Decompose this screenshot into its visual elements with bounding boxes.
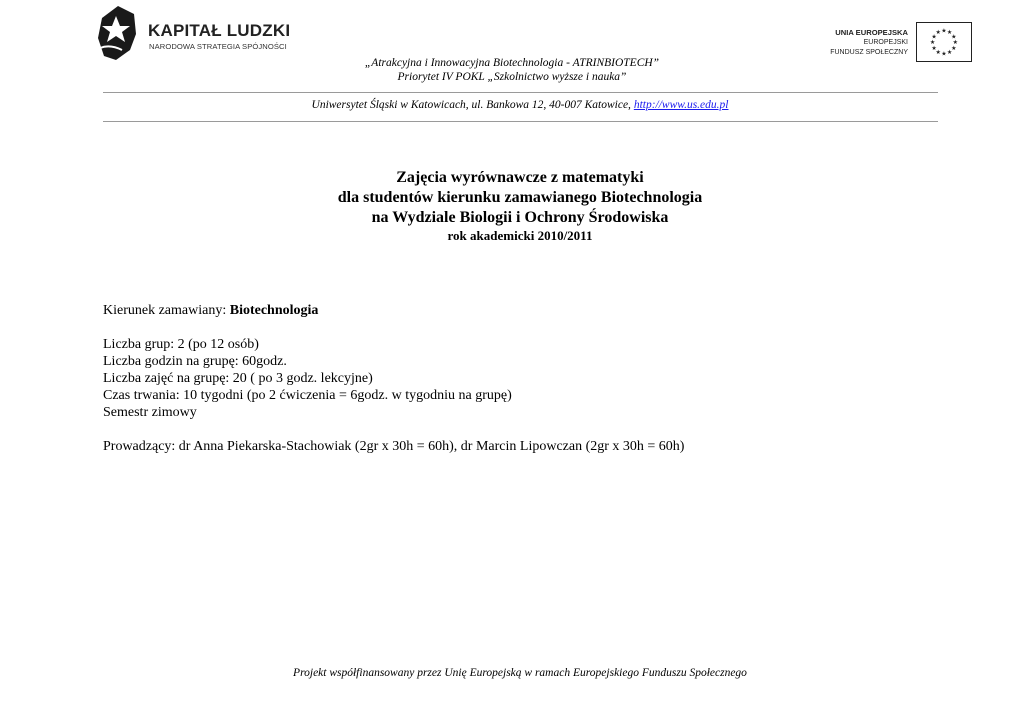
eu-star-icon: ★ (951, 34, 957, 41)
university-address (0, 99, 1024, 111)
title-line-3: na Wydziale Biologii i Ochrony Środowiska (371, 209, 669, 226)
semester-line: Semestr zimowy (103, 405, 197, 420)
direction-label: Kierunek zamawiany: (103, 303, 230, 318)
eu-star-icon: ★ (951, 45, 957, 52)
kapital-ludzki-title: KAPITAŁ LUDZKI (148, 21, 291, 40)
document-body (103, 302, 684, 455)
eu-star-icon: ★ (931, 45, 937, 52)
eu-logo-line1: UNIA EUROPEJSKA (835, 28, 908, 37)
kapital-ludzki-subtitle: NARODOWA STRATEGIA SPÓJNOŚCI (149, 42, 287, 51)
eu-star-icon: ★ (952, 40, 959, 47)
header-divider-bottom (103, 121, 938, 122)
eu-star-icon: ★ (929, 40, 936, 47)
eu-star-icon: ★ (946, 30, 953, 37)
title-line-2: dla studentów kierunku zamawianego Biotechnologia (337, 189, 703, 206)
hours-line: Liczba godzin na grupę: 60godz. (103, 354, 287, 369)
eu-star-icon: ★ (935, 49, 942, 56)
direction-line (103, 302, 684, 319)
eu-flag-icon (916, 22, 972, 62)
groups-line: Liczba grup: 2 (po 12 osób) (103, 337, 259, 352)
eu-star-icon: ★ (941, 28, 947, 35)
kapital-ludzki-star-icon (96, 4, 140, 62)
eu-star-icon: ★ (946, 49, 953, 56)
address-text: Uniwersytet Śląski w Katowicach, ul. Bankowa 12, 40-007 Katowice, (311, 99, 631, 111)
eu-star-icon: ★ (935, 30, 942, 37)
instructors-line: Prowadzący: dr Anna Piekarska-Stachowiak (2gr x 30h = 60h), dr Marcin Lipowczan (2gr x 30h = 60h) (103, 439, 685, 454)
document-title (0, 168, 1024, 244)
duration-line: Czas trwania: 10 tygodni (po 2 ćwiczenia = 6godz. w tygodniu na grupę) (103, 388, 512, 403)
eu-logo-line2: EUROPEJSKI (863, 39, 908, 46)
project-name: „Atrakcyjna i Innowacyjna Biotechnologia - ATRINBIOTECH” (364, 57, 660, 69)
eu-star-icon: ★ (941, 51, 947, 58)
academic-year: rok akademicki 2010/2011 (447, 228, 593, 243)
eu-star-icon: ★ (931, 34, 937, 41)
direction-value: Biotechnologia (229, 303, 319, 318)
funding-footer: Projekt współfinansowany przez Unię Europejską w ramach Europejskiego Funduszu Społecznego (293, 667, 747, 679)
kapital-ludzki-logo (96, 4, 296, 62)
title-line-1: Zajęcia wyrównawcze z matematyki (396, 169, 644, 186)
university-link[interactable]: http://www.us.edu.pl (633, 99, 729, 111)
eu-logo-line3: FUNDUSZ SPOŁECZNY (830, 49, 908, 56)
header-divider-top (103, 92, 938, 93)
eu-logo-text (830, 28, 908, 58)
priority-name: Priorytet IV POKL „Szkolnictwo wyższe i nauka” (397, 71, 627, 83)
classes-line: Liczba zajęć na grupę: 20 ( po 3 godz. lekcyjne) (103, 371, 373, 386)
